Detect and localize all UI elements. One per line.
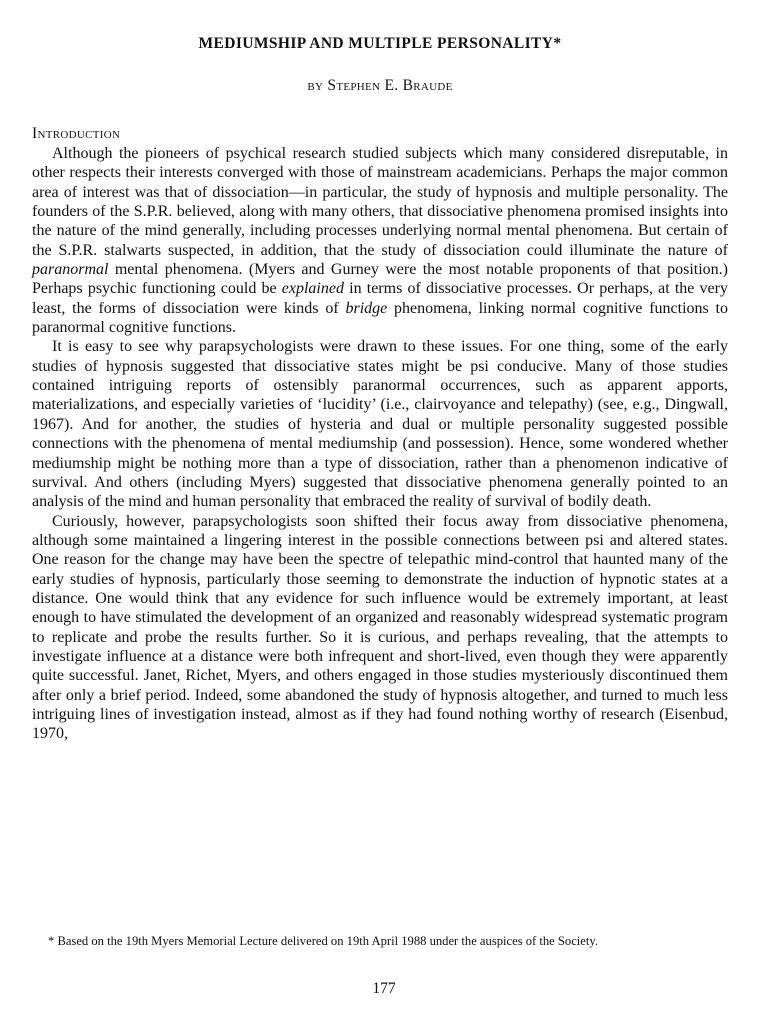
paragraph-text: Curiously, however, parapsychologists soon shifted their focus away from dissociative phenomena, although some maintained a lingering interest in the possible connections between psi and altered states. One reason for the change may have been the spectre of telepathic mind-control that haunted many of the early studies of hypnosis, particularly those seeming to demonstrate the induction of hypnotic states at a distance. One would think that any evidence for such influence would be extremely important, at least enough to have stimulated the development of an organized and reasonably widespread systematic program to replicate and probe the results further. So it is curious, and perhaps revealing, that the attempts to investigate influence at a distance were both infrequent and short-lived, even though they were apparently quite successful. Janet, Richet, Myers, and others engaged in those studies mysteriously discontinued them after only a brief period. Indeed, some abandoned the study of hypnosis altogether, and turned to much less intriguing lines of investigation instead, almost as if they had found nothing worthy of research (Eisenbud, 1970, xyxy=(32,512,728,743)
emphasis-text: explained xyxy=(281,280,344,298)
paragraph xyxy=(32,337,728,511)
paragraph-text: in terms of dissociative processes. Or perhaps, at the very least, the forms of dissociation were kinds of xyxy=(32,280,728,317)
paragraph-text: Although the pioneers of psychical research studied subjects which many considered disreputable, in other respects their interests converged with those of mainstream academicians. Perhaps the major common area of interest was that of dissociation—in particular, the study of hypnosis and multiple personality. The founders of the S.P.R. believed, along with many others, that dissociative phenomena promised insights into the nature of the mind generally, including processes underlying normal mental phenomena. But certain of the S.P.R. stalwarts suspected, in addition, that the study of dissociation could illuminate the nature of xyxy=(32,145,728,259)
author-byline: by Stephen E. Braude xyxy=(307,77,453,94)
body-text xyxy=(32,144,728,744)
paragraph-text: mental phenomena. (Myers and Gurney were the most notable proponents of that position.) Perhaps psychic functioning could be xyxy=(32,261,728,298)
paragraph-text: It is easy to see why parapsychologists were drawn to these issues. For one thing, some of the early studies of hypnosis suggested that dissociative states might be psi conducive. Many of those studies contained intriguing reports of ostensibly paranormal occurrences, such as apparent apports, materializations, and especially varieties of ‘lucidity’ (i.e., clairvoyance and telepathy) (see, e.g., Dingwall, 1967). And for another, the studies of hysteria and dual or multiple personality suggested possible connections with the phenomena of mental mediumship (and possession). Hence, some wondered whether mediumship might be nothing more than a type of dissociation, rather than a phenomenon indicative of survival. And others (including Myers) suggested that dissociative phenomena generally pointed to an analysis of the mind and human personality that embraced the reality of survival of bodily death. xyxy=(32,338,728,511)
article-body xyxy=(32,34,728,744)
paragraph xyxy=(32,144,728,337)
paragraph-text: phenomena, linking normal cognitive functions to paranormal cognitive functions. xyxy=(32,299,729,337)
footnote: * Based on the 19th Myers Memorial Lecture delivered on 19th April 1988 under the auspices of the Society. xyxy=(48,934,599,948)
emphasis-text: paranormal xyxy=(32,261,109,279)
paragraph xyxy=(32,512,728,744)
article-title: MEDIUMSHIP AND MULTIPLE PERSONALITY* xyxy=(198,35,562,52)
section-heading-introduction: Introduction xyxy=(32,125,121,142)
page-number: 177 xyxy=(372,980,396,997)
emphasis-text: bridge xyxy=(345,299,388,317)
